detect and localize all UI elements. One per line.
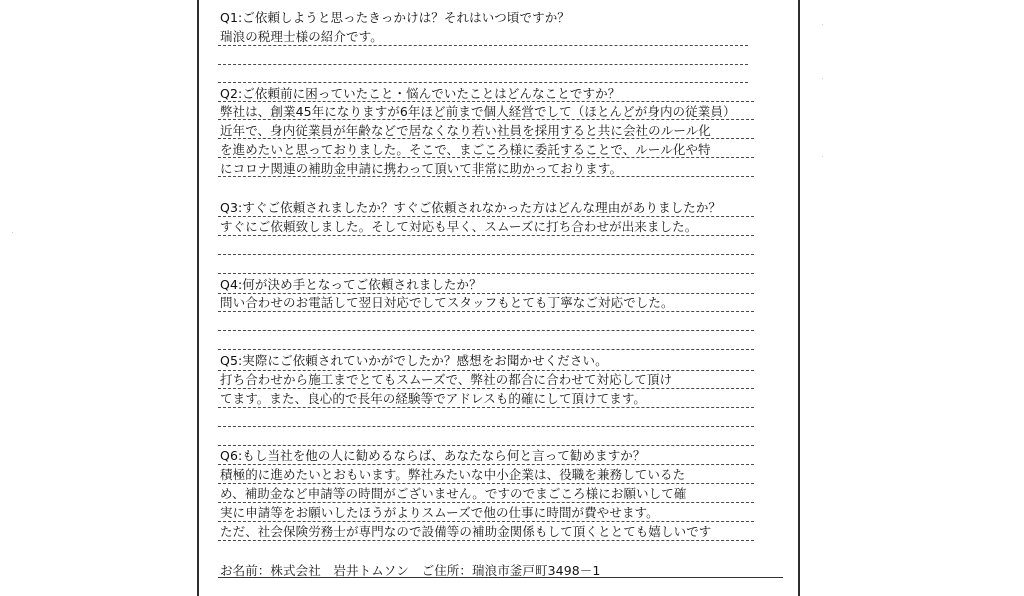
ruled-line [218, 64, 748, 83]
question-5: Q5:実際にご依頼されていかがでしたか？感想をお聞かせください。 [220, 353, 608, 368]
answer-6-line-2: め、補助金など申請等の時間がございません。ですのでまごころ様にお願いして確 [220, 486, 687, 501]
answer-1-line-1: 瑞浪の税理士様の紹介です。 [220, 29, 383, 44]
answer-2-line-3: を進めたいと思っておりました。そこで、まごころ様に委託することで、ルール化や特 [220, 142, 711, 157]
question-1: Q1:ご依頼しようと思ったきっかけは？それはいつ頃ですか？ [220, 10, 570, 25]
answer-2-line-2: 近年で、身内従業員が年齢などで居なくなり若い社員を採用すると共に会社のルール化 [220, 123, 711, 138]
ruled-line [218, 427, 754, 446]
answer-5-line-2: てます。また、良心的で長年の経験等でアドレスも的確にして頂けてます。 [220, 391, 647, 406]
scan-speck [822, 78, 823, 79]
answer-5-line-1: 打ち合わせから施工までとてもスムーズで、弊社の都合に合わせて対応して頂け [220, 372, 673, 387]
question-6: Q6:もし当社を他の人に勧めるならば、あなたなら何と言って勧めますか？ [220, 448, 646, 463]
answer-6-line-1: 積極的に進めたいとおもいます。弊社みたいな中小企業は、役職を兼務しているた [220, 467, 686, 482]
ruled-line [218, 236, 754, 255]
ruled-line [218, 255, 754, 274]
answer-2-line-1: 弊社は、創業45年になりますが6年ほど前まで個人経営でして（ほとんどが身内の従業員） [220, 104, 736, 119]
answer-6-line-4: ただ、社会保険労務士が専門なので設備等の補助金関係もして頂くととても嬉しいです [220, 524, 712, 539]
footer-rule [218, 577, 783, 578]
ruled-line [218, 331, 754, 350]
ruled-line [218, 46, 748, 65]
answer-4-line-1: 問い合わせのお電話して翌日対応でしてスタッフもとても丁寧なご対応でした。 [220, 295, 674, 310]
ruled-line [218, 312, 754, 331]
scan-speck [822, 156, 823, 157]
footer-name-address: お名前：株式会社 岩井トムソン ご住所：瑞浪市釜戸町3498－1 [220, 563, 601, 578]
answer-2-line-4: にコロナ関連の補助金申請に携わって頂いて非常に助かっております。 [220, 161, 623, 176]
question-2: Q2:ご依頼前に困っていたこと・悩んでいたことはどんなことですか？ [220, 86, 621, 101]
answer-6-line-3: 実に申請等をお願いしたほうがよりスムーズで他の仕事に時間が費やせます。 [220, 505, 659, 520]
answer-3-line-1: すぐにご依頼致しました。そして対応も早く、スムーズに打ち合わせが出来ました。 [220, 219, 698, 234]
question-4: Q4:何が決め手となってご依頼されましたか？ [220, 277, 482, 292]
scan-speck [822, 24, 823, 25]
scan-speck [12, 232, 13, 233]
question-3: Q3:すぐご依頼されましたか？すぐご依頼されなかった方はどんな理由がありましたか？ [220, 200, 722, 215]
ruled-line [218, 408, 754, 427]
